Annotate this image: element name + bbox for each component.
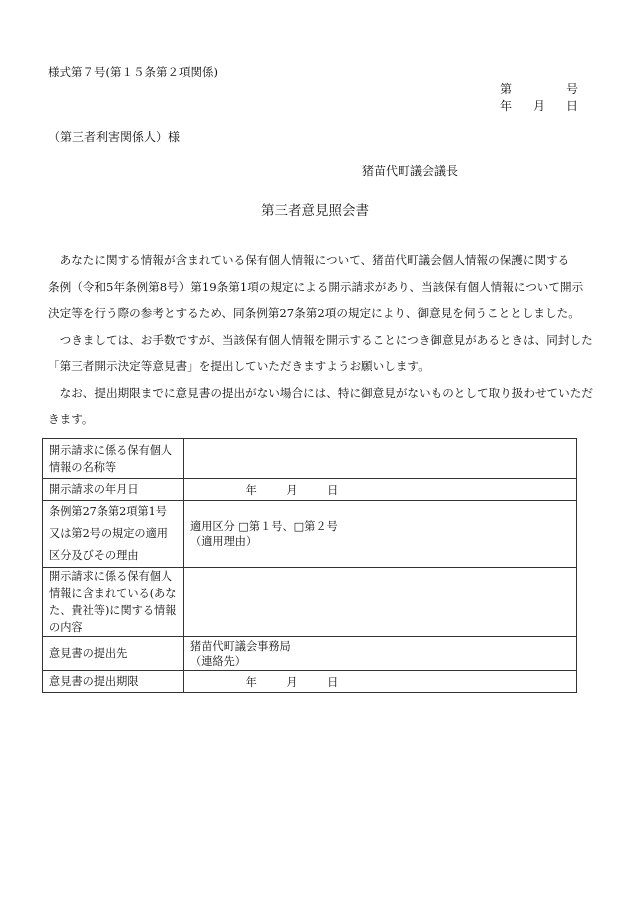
row-label: [43, 671, 184, 693]
label-line: 情報の名称等: [49, 460, 117, 474]
body-line: 条例（令和5年条例第8号）第19条第1項の規定による開示請求があり、当該保有個人情報について開示: [48, 279, 584, 294]
submission-destination: 猪苗代町議会事務局: [190, 639, 291, 653]
body-line: きます。: [48, 412, 94, 426]
request-date-day: 日: [327, 483, 339, 497]
label-line: 意見書の提出期限: [49, 675, 139, 688]
label-line: 区分及びその理由: [49, 549, 139, 562]
document-date: [500, 100, 578, 112]
sender: 猪苗代町議会議長: [362, 164, 459, 178]
applicable-category: 適用区分 □第１号、□第２号: [190, 520, 338, 533]
row-value: [184, 637, 577, 671]
document-title: 第三者意見照会書: [261, 203, 369, 219]
label-line: 又は第2号の規定の適用: [49, 527, 168, 540]
doc-date-year: 年: [500, 99, 513, 113]
body-line: 「第三者開示決定等意見書」を提出していただきますようお願いします。: [48, 359, 430, 373]
table-row: [43, 671, 577, 693]
body-line: つきましては、お手数ですが、当該保有個人情報を開示することにつき御意見があるときは、同封した: [59, 332, 593, 347]
table-row: [43, 479, 577, 501]
label-line: 意見書の提出先: [49, 647, 128, 660]
doc-number-prefix: 第: [500, 82, 513, 96]
row-value: [184, 479, 577, 501]
label-line: の内容: [49, 621, 83, 634]
row-value: [184, 501, 577, 568]
addressee: （第三者利害関係人）様: [48, 130, 181, 144]
info-table: [42, 438, 577, 693]
deadline-month: 月: [286, 675, 298, 689]
form-number: 様式第７号(第１５条第２項関係): [48, 65, 218, 79]
body-line: なお、提出期限までに意見書の提出がない場合には、特に御意見がないものとして取り扱わせていただ: [59, 385, 593, 400]
body-line: あなたに関する情報が含まれている保有個人情報について、猪苗代町議会個人情報の保護に関する: [59, 253, 570, 267]
row-label: [43, 439, 184, 479]
table-row: [43, 439, 577, 479]
doc-number-suffix: 号: [565, 82, 578, 96]
row-value: [184, 439, 577, 479]
row-value: [184, 568, 577, 637]
label-line: 開示請求に係る保有個人: [49, 443, 173, 457]
table-row: [43, 568, 577, 637]
request-date-year: 年: [245, 483, 257, 497]
label-line: 開示請求に係る保有個人: [49, 570, 173, 583]
label-line: 情報に含まれている(あな: [49, 587, 177, 600]
row-label: [43, 637, 184, 671]
applicable-reason: （適用理由）: [190, 535, 258, 548]
row-value: [184, 671, 577, 693]
contact-info: （連絡先）: [190, 654, 246, 668]
label-line: た、貴社等)に関する情報: [49, 604, 177, 617]
deadline-day: 日: [327, 675, 339, 689]
document-number: [500, 83, 578, 95]
row-label: [43, 568, 184, 637]
request-date-month: 月: [286, 483, 298, 497]
label-line: 条例第27条第2項第1号: [49, 505, 167, 518]
body-line: 決定等を行う際の参考とするため、同条例第27条第2項の規定により、御意見を伺うこととしました。: [48, 306, 580, 320]
doc-date-month: 月: [532, 99, 545, 113]
label-line: 開示請求の年月日: [49, 483, 139, 496]
row-label: [43, 501, 184, 568]
body-text: [48, 247, 593, 433]
row-label: [43, 479, 184, 501]
table-row: [43, 637, 577, 671]
doc-date-day: 日: [565, 99, 578, 113]
deadline-year: 年: [245, 675, 257, 689]
table-row: [43, 501, 577, 568]
